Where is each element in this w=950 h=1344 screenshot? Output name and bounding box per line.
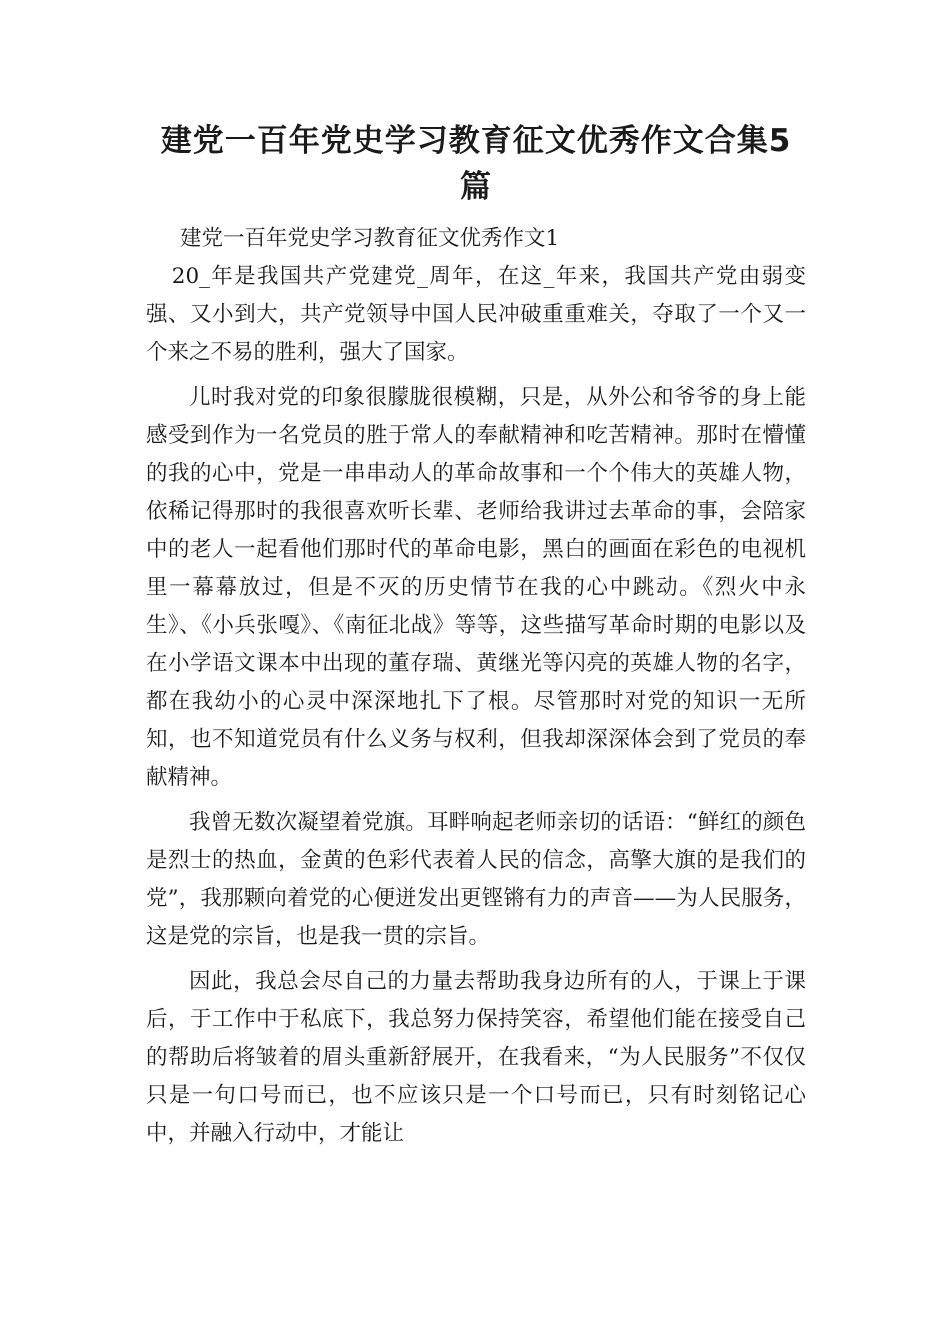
document-title: 建党一百年党史学习教育征文优秀作文合集5篇 [160,123,792,205]
body-paragraph-3: 我曾无数次凝望着党旗。耳畔响起老师亲切的话语：“鲜红的颜色是烈士的热血，金黄的色彩代表着人民的信念，高擎大旗的是我们的党”，我那颗向着党的心便迸发出更铿锵有力的声音——为人民服务，这是党的宗旨，也是我一贯的宗旨。 [146,810,806,949]
body-paragraph-1: 20_年是我国共产党建党_周年，在这_年来，我国共产党由弱变强、又小到大，共产党领导中国人民冲破重重难关，夺取了一个又一个来之不易的胜利，强大了国家。 [146,264,806,365]
essay-subtitle: 建党一百年党史学习教育征文优秀作文1 [180,226,560,251]
body-paragraph-2: 儿时我对党的印象很朦胧很模糊，只是，从外公和爷爷的身上能感受到作为一名党员的胜于常人的奉献精神和吃苦精神。那时在懵懂的我的心中，党是一串串动人的革命故事和一个个伟大的英雄人物，依稀记得那时的我很喜欢听长辈、老师给我讲过去革命的事，会陪家中的老人一起看他们那时代的革命电影，黑白的画面在彩色的电视机里一幕幕放过，但是不灭的历史情节在我的心中跳动。《烈火中永生》、《小兵张嘎》、《南征北战》等等，这些描写革命时期的电影以及在小学语文课本中出现的董存瑞、黄继光等闪亮的英雄人物的名字，都在我幼小的心灵中深深地扎下了根。尽管那时对党的知识一无所知，也不知道党员有什么义务与权利，但我却深深体会到了党员的奉献精神。 [146,385,806,790]
document-page [146,118,806,1160]
body-paragraph-4: 因此，我总会尽自己的力量去帮助我身边所有的人，于课上于课后，于工作中于私底下，我总努力保持笑容，希望他们能在接受自己的帮助后将皱着的眉头重新舒展开，在我看来，“为人民服务”不仅仅只是一句口号而已，也不应该只是一个口号而已，只有时刻铭记心中，并融入行动中，才能让 [146,969,806,1146]
